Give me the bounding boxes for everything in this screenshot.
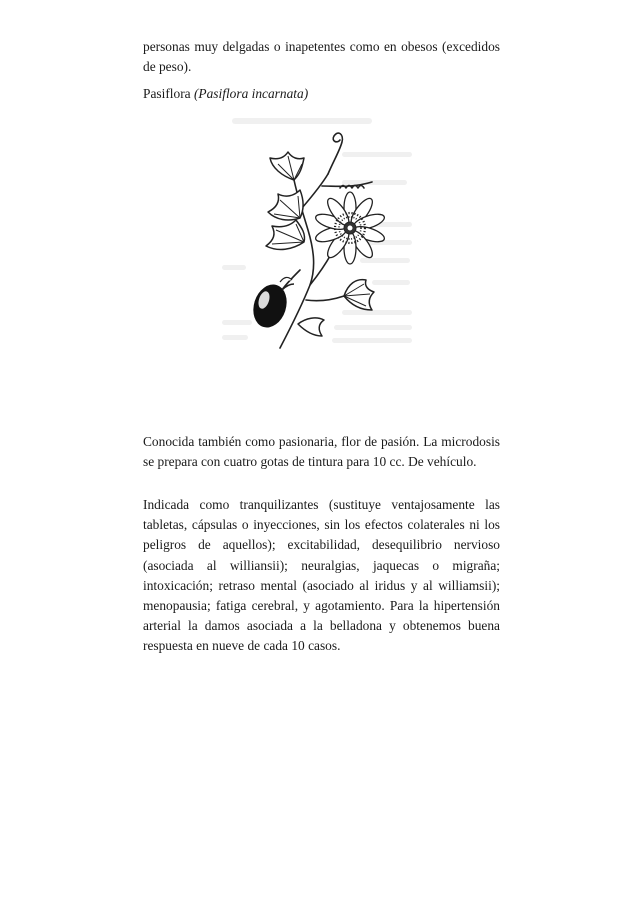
intro-paragraph: personas muy delgadas o inapetentes como en obesos (excedidos de peso). xyxy=(143,39,500,75)
tendril xyxy=(328,133,342,174)
passionflower-illustration xyxy=(222,110,418,362)
passion-flower xyxy=(314,192,386,264)
leaf-mid xyxy=(268,190,303,220)
passion-fruit xyxy=(248,277,294,331)
paper-texture xyxy=(222,118,412,343)
leaf-top xyxy=(270,152,304,180)
plant-latin-name: (Pasiflora incarnata) xyxy=(193,86,309,101)
leaf-lower-right xyxy=(344,280,374,310)
indications-paragraph: Indicada como tranquilizantes (sustituye ventajosamente las tabletas, cápsulas o inyecciones, sin los efectos colaterales ni los peligros de aquellos); excitabilidad, desequilibrio nervioso (asociada al williansii); neuralgias, jaquecas o migraña; intoxicación; retraso mental (asociado al iridus y al williamsii); menopausia; fatiga cerebral, y agotamiento. Para la hipertensión arterial la damos asociada a la belladona y obtenemos buena respuesta en nueve de cada 10 casos. xyxy=(143,497,500,654)
leaf-left xyxy=(266,220,305,249)
description-paragraph: Conocida también como pasionaria, flor de pasión. La microdosis se prepara con cuatro gotas de tintura para 10 cc. De vehículo. xyxy=(143,434,500,470)
leaf-bottom xyxy=(298,318,324,336)
plant-common-name: Pasiflora xyxy=(143,86,191,101)
plant-heading xyxy=(143,84,500,104)
